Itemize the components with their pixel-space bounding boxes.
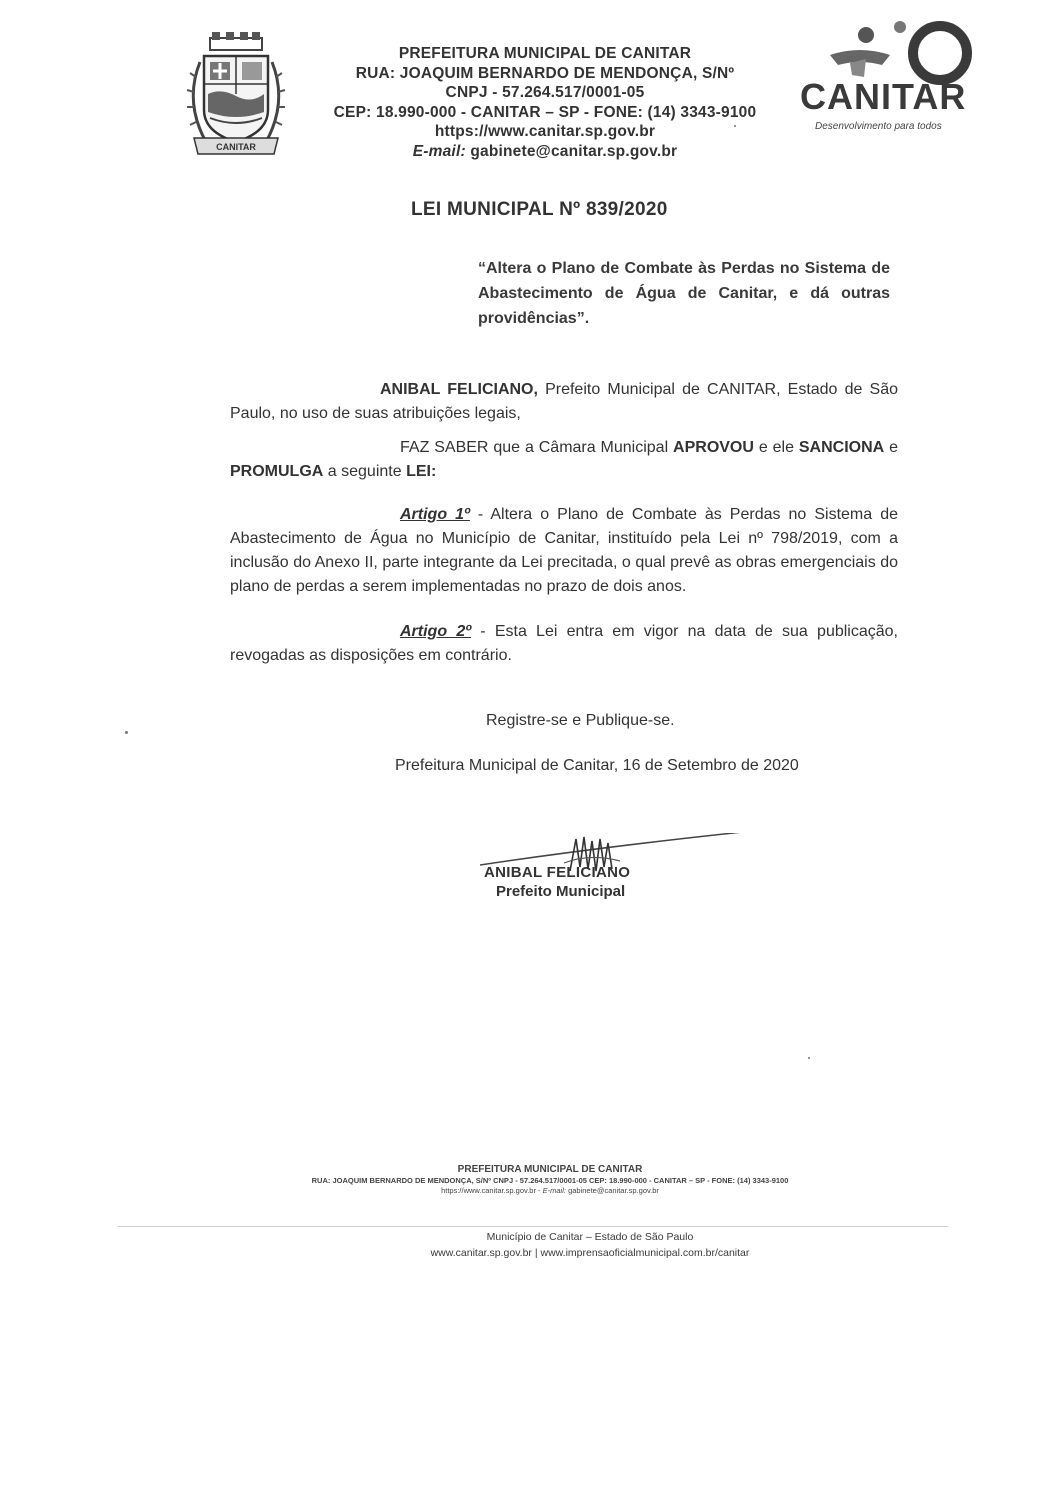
enactment-paragraph <box>230 436 898 484</box>
scan-speck <box>125 731 128 734</box>
scan-speck <box>734 125 736 127</box>
email-value: gabinete@canitar.sp.gov.br <box>470 142 678 160</box>
footer-email-label: E-mail: <box>542 1186 566 1195</box>
header-cnpj: CNPJ - 57.264.517/0001-05 <box>445 84 645 101</box>
article-1 <box>230 503 898 599</box>
gazette-municipality: Município de Canitar – Estado de São Paulo <box>486 1231 694 1243</box>
header-address: RUA: JOAQUIM BERNARDO DE MENDONÇA, S/Nº <box>355 64 735 82</box>
enactment-promulgates: PROMULGA <box>230 463 324 480</box>
enactment-text-c: e ele <box>753 439 799 456</box>
crest-ribbon-text: CANITAR <box>216 142 256 152</box>
letterhead <box>300 44 790 161</box>
letterhead-footer <box>240 1164 860 1196</box>
footer-institution: PREFEITURA MUNICIPAL DE CANITAR <box>457 1164 643 1175</box>
scan-speck <box>808 1057 810 1059</box>
footer-web <box>240 1186 860 1196</box>
logo-wordmark: CANITAR <box>800 76 967 117</box>
place-and-date: Prefeitura Municipal de Canitar, 16 de Setembro de 2020 <box>395 757 799 774</box>
header-institution: PREFEITURA MUNICIPAL DE CANITAR <box>398 45 692 62</box>
enactment-sanctions: SANCIONA <box>798 439 885 456</box>
article-2-text: - Esta Lei entra em vigor na data de sua publicação, revogadas as disposições em contrário. <box>230 623 898 664</box>
article-2-label: Artigo 2º <box>400 623 472 640</box>
article-1-label: Artigo 1º <box>400 506 470 523</box>
footer-address: RUA: JOAQUIM BERNARDO DE MENDONÇA, S/Nº CNPJ - 57.264.517/0001-05 CEP: 18.990-000 - CANITAR – SP - FONE: (14) 3343-9100 <box>311 1176 789 1185</box>
law-summary: “Altera o Plano de Combate às Perdas no Sistema de Abastecimento de Água de Canitar, e dá outras providências”. <box>478 260 890 327</box>
preamble-text: Prefeito Municipal de CANITAR, Estado de São Paulo, no uso de suas atribuições legais, <box>230 381 898 422</box>
enactment-text-a: FAZ SABER que a Câmara Municipal <box>400 439 674 456</box>
header-contact: CEP: 18.990-000 - CANITAR – SP - FONE: (14) 3343-9100 <box>333 103 757 121</box>
signer-role: Prefeito Municipal <box>496 883 626 900</box>
enactment-lei: LEI: <box>406 463 437 480</box>
official-gazette-footer <box>300 1229 880 1261</box>
header-email <box>300 142 790 162</box>
header-website: https://www.canitar.sp.gov.br <box>434 123 656 140</box>
enactment-text-g: a seguinte <box>323 463 407 480</box>
email-label: E-mail: <box>412 142 466 160</box>
enactment-text-e: e <box>884 439 899 456</box>
preamble-paragraph <box>230 378 898 426</box>
footer-website: https://www.canitar.sp.gov.br - <box>441 1186 543 1195</box>
mayor-name: ANIBAL FELICIANO, <box>380 381 538 398</box>
logo-tagline: Desenvolvimento para todos <box>815 121 942 132</box>
register-publish: Registre-se e Publique-se. <box>486 712 675 729</box>
article-2 <box>230 620 898 668</box>
municipal-crest-icon <box>176 32 296 162</box>
signer-name: ANIBAL FELICIANO <box>484 864 631 881</box>
footer-divider <box>118 1226 948 1227</box>
enactment-approved: APROVOU <box>673 439 754 456</box>
footer-email: gabinete@canitar.sp.gov.br <box>565 1186 659 1195</box>
gazette-links: www.canitar.sp.gov.br | www.imprensaoficialmunicipal.com.br/canitar <box>430 1247 750 1259</box>
law-title: LEI MUNICIPAL Nº 839/2020 <box>411 199 668 220</box>
article-1-text: - Altera o Plano de Combate às Perdas no Sistema de Abastecimento de Água no Município de Canitar, instituído pela Lei nº 798/2019, com a inclusão do Anexo II, parte integrante da Lei precitada, o qual prevê as obras emergenciais do plano de perdas a serem implementadas no prazo de dois anos. <box>230 506 898 595</box>
